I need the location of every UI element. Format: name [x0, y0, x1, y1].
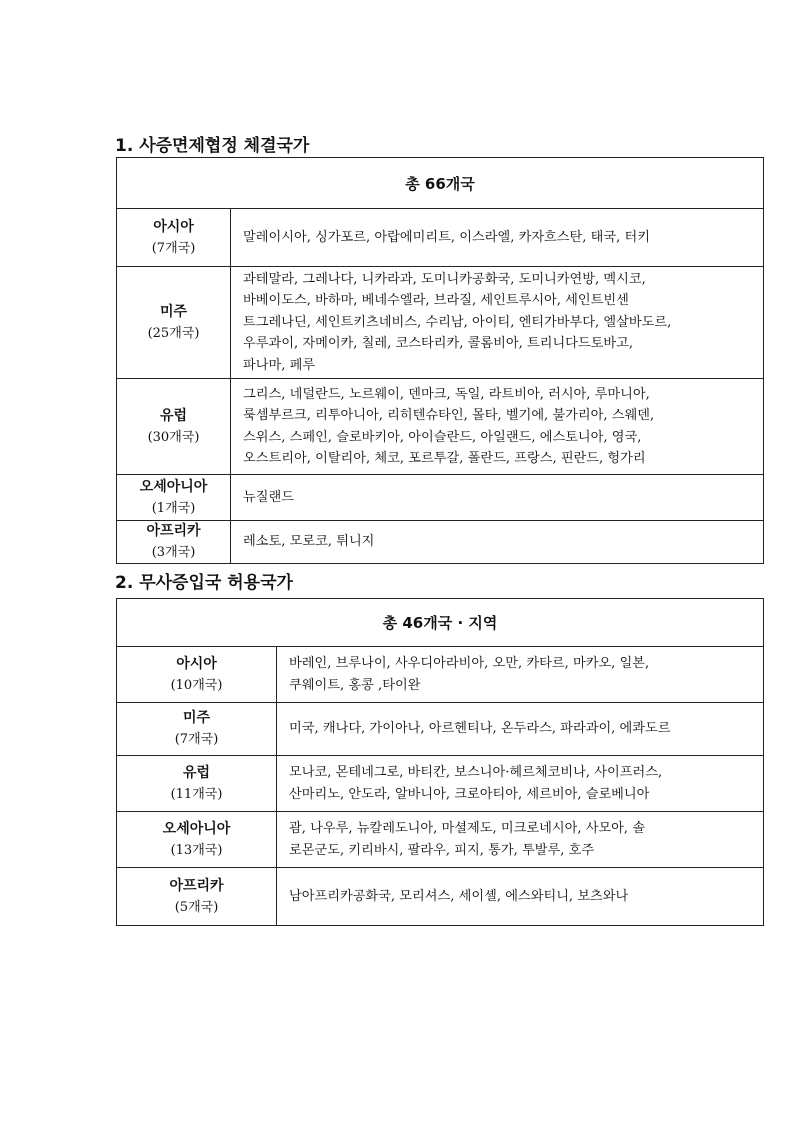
country-list [277, 647, 764, 703]
region-name: 미주 [182, 710, 211, 726]
country-line: 바레인, 브루나이, 사우디아라비아, 오만, 카타르, 마카오, 일본, [289, 656, 650, 672]
country-list [231, 209, 764, 267]
region-count: (25개국) [147, 325, 200, 341]
country-list [277, 756, 764, 812]
section2-heading: 2. 무사증입국 허용국가 [115, 573, 293, 593]
country-line: 트그레나딘, 세인트키츠네비스, 수리남, 아이티, 엔티가바부다, 엘살바도르, [243, 314, 672, 330]
region-count: (11개국) [170, 786, 223, 802]
country-line: 레소토, 모로코, 튀니지 [243, 534, 375, 550]
region-cell [117, 703, 277, 756]
country-list [231, 379, 764, 475]
country-line: 바베이도스, 바하마, 베네수엘라, 브라질, 세인트루시아, 세인트빈센 [243, 293, 629, 309]
region-name: 유럽 [159, 407, 188, 424]
region-count: (3개국) [151, 545, 196, 561]
region-name: 아시아 [176, 655, 217, 672]
country-list [231, 267, 764, 379]
region-count: (7개국) [174, 732, 219, 747]
region-cell [117, 379, 231, 475]
region-count: (7개국) [151, 240, 196, 256]
section1-heading: 1. 사증면제협정 체결국가 [115, 136, 310, 156]
total-count: 총 46개국 · 지역 [117, 599, 764, 647]
region-name: 아프리카 [169, 877, 224, 894]
region-cell [117, 812, 277, 868]
country-line: 과테말라, 그레나다, 니카라과, 도미니카공화국, 도미니카연방, 멕시코, [243, 272, 646, 287]
country-list [277, 812, 764, 868]
table-row [117, 521, 764, 564]
region-cell [117, 868, 277, 926]
table-row [117, 267, 764, 379]
region-name: 오세아니아 [162, 820, 231, 837]
country-line: 말레이시아, 싱가포르, 아랍에미리트, 이스라엘, 카자흐스탄, 태국, 터키 [243, 229, 650, 245]
total-count: 총 66개국 [117, 158, 764, 209]
region-name: 미주 [159, 303, 188, 320]
region-count: (13개국) [170, 842, 223, 858]
country-line: 그리스, 네덜란드, 노르웨이, 덴마크, 독일, 라트비아, 러시아, 루마니아, [243, 386, 650, 402]
region-cell [117, 521, 231, 564]
country-list [277, 703, 764, 756]
country-line: 파나마, 페루 [243, 357, 316, 373]
region-cell [117, 756, 277, 812]
table-row [117, 868, 764, 926]
region-count: (30개국) [147, 429, 200, 445]
country-line: 모나코, 몬테네그로, 바티칸, 보스니아·헤르체코비나, 사이프러스, [289, 765, 663, 781]
country-line: 우루과이, 자메이카, 칠레, 코스타리카, 콜롬비아, 트리니다드토바고, [243, 336, 634, 352]
country-line: 로몬군도, 키리바시, 팔라우, 피지, 통가, 투발루, 호주 [289, 842, 595, 858]
country-line: 스위스, 스페인, 슬로바키아, 아이슬란드, 아일랜드, 에스토니아, 영국, [243, 429, 642, 445]
section1-total-row [117, 158, 764, 209]
region-cell [117, 647, 277, 703]
country-list [231, 521, 764, 564]
country-line: 오스트리아, 이탈리아, 체코, 포르투갈, 폴란드, 프랑스, 핀란드, 헝가리 [243, 450, 646, 466]
region-name: 유럽 [182, 764, 211, 781]
country-line: 쿠웨이트, 홍콩 ,타이완 [289, 677, 421, 693]
country-list [277, 868, 764, 926]
region-count: (10개국) [170, 677, 223, 693]
region-cell [117, 209, 231, 267]
region-cell [117, 475, 231, 521]
table-row [117, 812, 764, 868]
table-row [117, 703, 764, 756]
country-line: 미국, 캐나다, 가이아나, 아르헨티나, 온두라스, 파라과이, 에콰도르 [289, 721, 671, 737]
visa-waiver-agreement-table [116, 157, 764, 564]
section2-total-row [117, 599, 764, 647]
country-line: 뉴질랜드 [243, 489, 294, 505]
region-cell [117, 267, 231, 379]
table-row [117, 379, 764, 475]
table-row [117, 756, 764, 812]
region-count: (1개국) [151, 500, 196, 516]
country-line: 산마리노, 안도라, 알바니아, 크로아티아, 세르비아, 슬로베니아 [289, 786, 650, 802]
region-count: (5개국) [174, 899, 219, 915]
country-line: 남아프리카공화국, 모리셔스, 세이셸, 에스와티니, 보츠와나 [289, 888, 629, 904]
region-name: 아시아 [153, 218, 194, 235]
table-row [117, 209, 764, 267]
table-row [117, 647, 764, 703]
region-name: 오세아니아 [139, 478, 208, 495]
country-list [231, 475, 764, 521]
country-line: 괌, 나우루, 뉴칼레도니아, 마셜제도, 미크로네시아, 사모아, 솔 [289, 821, 646, 837]
country-line: 룩셈부르크, 리투아니아, 리히텐슈타인, 몰타, 벨기에, 불가리아, 스웨덴, [243, 408, 655, 424]
region-name: 아프리카 [146, 523, 201, 540]
visa-free-entry-table [116, 598, 764, 926]
table-row [117, 475, 764, 521]
